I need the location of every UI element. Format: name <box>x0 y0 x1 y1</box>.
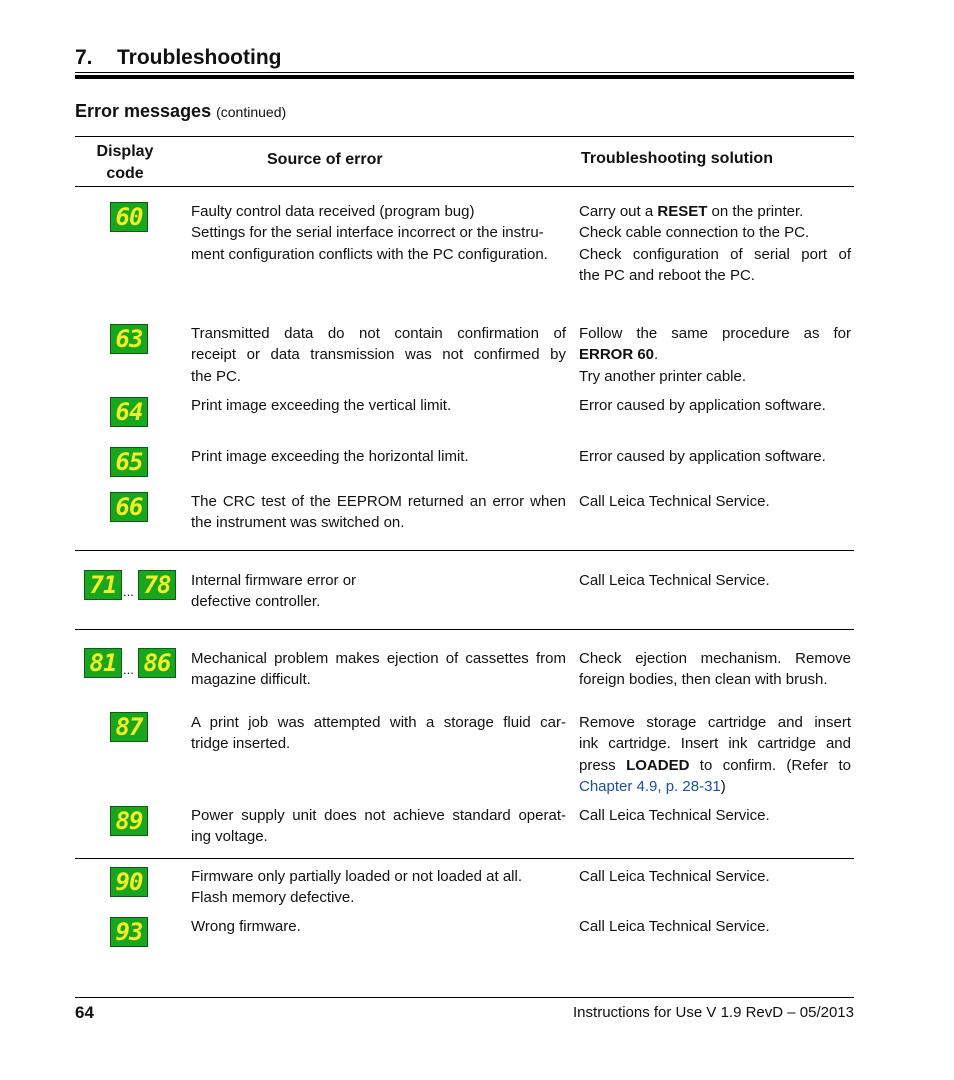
solution-line: Follow the same procedure as for <box>579 325 851 342</box>
solution-line: Carry out a RESET on the printer. <box>579 203 804 220</box>
solution-line: the PC and reboot the PC. <box>579 266 755 284</box>
solution-81-86 <box>579 648 851 691</box>
source-line: The CRC test of the EEPROM returned an error when <box>191 493 566 510</box>
chapter-title: Troubleshooting <box>117 46 282 69</box>
header-rule-thin <box>75 72 854 73</box>
source-89 <box>191 805 566 848</box>
source-90 <box>191 866 566 909</box>
col-header-source: Source of error <box>267 151 383 168</box>
group-divider <box>75 858 854 859</box>
page-number: 64 <box>75 1003 94 1022</box>
header-rule-thick <box>75 75 854 79</box>
display-code-63: 63 <box>110 324 148 354</box>
solution-line: Chapter 4.9, p. 28-31) <box>579 777 726 795</box>
section-title: Error messages <box>75 101 212 121</box>
table-header-rule <box>75 186 854 187</box>
loaded-keyword: LOADED <box>626 756 690 774</box>
display-code-90: 90 <box>110 867 148 897</box>
source-line: ment configuration conflicts with the PC configuration. <box>191 245 548 263</box>
source-line: Power supply unit does not achieve standard operat- <box>191 807 566 824</box>
source-65: Print image exceeding the horizontal limit. <box>191 448 469 465</box>
solution-line: Check configuration of serial port of <box>579 245 851 263</box>
solution-line: Check cable connection to the PC. <box>579 224 810 242</box>
solution-89: Call Leica Technical Service. <box>579 807 770 824</box>
source-line: Internal firmware error or <box>191 572 357 589</box>
source-line: Transmitted data do not contain confirmation of <box>191 325 566 342</box>
source-line: ing voltage. <box>191 828 268 846</box>
display-code-78: 78 <box>138 570 176 600</box>
section-note: (continued) <box>216 104 287 120</box>
solution-line: ERROR 60. <box>579 346 659 364</box>
error-60-keyword: ERROR 60 <box>579 346 655 364</box>
section-heading <box>75 101 286 122</box>
source-line: tridge inserted. <box>191 735 291 753</box>
display-code-89: 89 <box>110 806 148 836</box>
source-93: Wrong firmware. <box>191 918 301 935</box>
solution-line: Try another printer cable. <box>579 367 747 385</box>
solution-line: Check ejection mechanism. Remove <box>579 650 851 667</box>
chapter-number: 7. <box>75 46 93 69</box>
display-code-93: 93 <box>110 917 148 947</box>
solution-line: ink cartridge. Insert ink cartridge and <box>579 735 851 753</box>
display-code-65: 65 <box>110 447 148 477</box>
source-line: Flash memory defective. <box>191 889 355 907</box>
source-81-86 <box>191 648 566 691</box>
source-line: the PC. <box>191 367 242 385</box>
source-64: Print image exceeding the vertical limit. <box>191 397 452 414</box>
col-header-display-code <box>90 141 160 185</box>
solution-64: Error caused by application software. <box>579 397 826 414</box>
display-code-87: 87 <box>110 712 148 742</box>
chapter-reference-link[interactable]: Chapter 4.9, p. 28-31 <box>579 777 721 795</box>
footer-rule <box>75 997 854 998</box>
source-60 <box>191 201 566 265</box>
solution-line: foreign bodies, then clean with brush. <box>579 671 828 689</box>
source-line: magazine difficult. <box>191 671 311 689</box>
solution-line: press LOADED to confirm. (Refer to <box>579 756 851 774</box>
chapter-heading <box>75 46 281 70</box>
display-code-71: 71 <box>84 570 122 600</box>
solution-63 <box>579 323 851 387</box>
code-range-ellipsis: ... <box>123 662 134 677</box>
col-header-solution: Troubleshooting solution <box>581 150 773 167</box>
solution-71-78: Call Leica Technical Service. <box>579 572 770 589</box>
source-line: Settings for the serial interface incorrect or the instru- <box>191 224 544 242</box>
source-66 <box>191 491 566 534</box>
source-line: Mechanical problem makes ejection of cassettes from <box>191 650 566 667</box>
source-line: defective controller. <box>191 593 321 611</box>
solution-87 <box>579 712 851 797</box>
source-line: the instrument was switched on. <box>191 514 405 532</box>
solution-line: Remove storage cartridge and insert <box>579 714 851 731</box>
source-line: Faulty control data received (program bug) <box>191 203 475 220</box>
display-code-86: 86 <box>138 648 176 678</box>
solution-66: Call Leica Technical Service. <box>579 493 770 510</box>
group-divider <box>75 629 854 630</box>
solution-90: Call Leica Technical Service. <box>579 868 770 885</box>
col-header-display-line1: Display <box>96 143 154 160</box>
solution-93: Call Leica Technical Service. <box>579 918 770 935</box>
source-line: receipt or data transmission was not confirmed by <box>191 346 566 364</box>
col-header-display-line2: code <box>106 165 144 182</box>
display-code-60: 60 <box>110 202 148 232</box>
source-63 <box>191 323 566 387</box>
display-code-64: 64 <box>110 397 148 427</box>
source-71-78 <box>191 570 566 613</box>
source-87 <box>191 712 566 755</box>
source-line: A print job was attempted with a storage fluid car- <box>191 714 566 731</box>
code-range-ellipsis: ... <box>123 584 134 599</box>
document-info: Instructions for Use V 1.9 RevD – 05/2013 <box>573 1004 854 1021</box>
display-code-66: 66 <box>110 492 148 522</box>
group-divider <box>75 550 854 551</box>
display-code-81: 81 <box>84 648 122 678</box>
reset-keyword: RESET <box>657 203 708 220</box>
solution-65: Error caused by application software. <box>579 448 826 465</box>
source-line: Firmware only partially loaded or not loaded at all. <box>191 868 523 885</box>
table-top-rule <box>75 136 854 137</box>
solution-60 <box>579 201 851 286</box>
